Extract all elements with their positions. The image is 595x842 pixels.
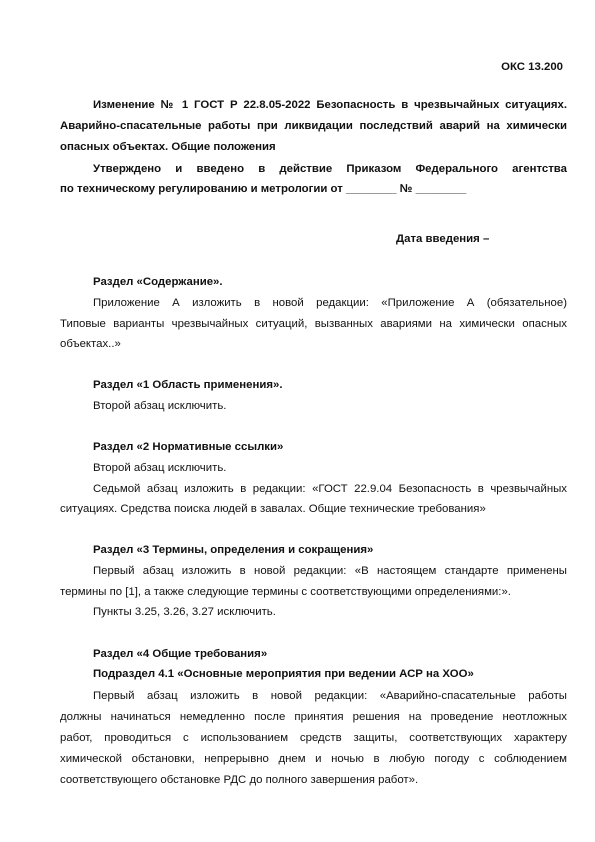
title-line-2: Аварийно-спасательные работы при ликвидации последствий аварий на химически xyxy=(60,120,567,132)
section-refs-heading: Раздел «2 Нормативные ссылки» xyxy=(93,441,284,453)
approved-line-1: Утверждено и введено в действие Приказом Федерального агентства xyxy=(93,163,567,175)
section-terms-heading: Раздел «3 Термины, определения и сокращения» xyxy=(93,544,374,556)
section-general-line-4: химической обстановки, непрерывно днем и ночью в любую погоду с соблюдением xyxy=(60,753,567,765)
section-general-heading: Раздел «4 Общие требования» xyxy=(93,648,268,660)
title-line-3: опасных объектах. Общие положения xyxy=(60,141,276,153)
section-general-line-2: должны начинаться немедленно после принятия решения на проведение неотложных xyxy=(60,711,567,723)
section-terms-line-2: термины по [1], а также следующие термины с соответствующими определениями:». xyxy=(60,586,511,598)
title-line-1: Изменение № 1 ГОСТ Р 22.8.05-2022 Безопасность в чрезвычайных ситуациях. xyxy=(93,99,567,111)
section-contents-line-2: Типовые варианты чрезвычайных ситуаций, вызванных авариями на химически опасных xyxy=(60,318,567,330)
section-refs-line-1: Второй абзац исключить. xyxy=(93,462,227,474)
section-contents-line-3: объектах..» xyxy=(60,338,121,350)
section-scope-heading: Раздел «1 Область применения». xyxy=(93,379,283,391)
section-general-subheading: Подраздел 4.1 «Основные мероприятия при ведении АСР на ХОО» xyxy=(93,668,474,680)
intro-date: Дата введения – xyxy=(396,233,490,245)
section-contents-line-1: Приложение А изложить в новой редакции: «Приложение А (обязательное) xyxy=(93,297,567,309)
section-scope-line-1: Второй абзац исключить. xyxy=(93,400,227,412)
section-general-line-1: Первый абзац изложить в новой редакции: «Аварийно-спасательные работы xyxy=(93,690,567,702)
approved-line-2: по техническому регулированию и метрологии от ________ № ________ xyxy=(60,183,467,195)
section-refs-line-2: Седьмой абзац изложить в редакции: «ГОСТ 22.9.04 Безопасность в чрезвычайных xyxy=(93,483,567,495)
section-general-line-3: работ, проводиться с использованием средств защиты, соответствующих характеру xyxy=(60,732,567,744)
section-refs-line-3: ситуациях. Средства поиска людей в завалах. Общие технические требования» xyxy=(60,503,486,515)
oks-code: ОКС 13.200 xyxy=(501,61,563,73)
section-terms-line-3: Пункты 3.25, 3.26, 3.27 исключить. xyxy=(93,606,276,618)
section-general-line-5: соответствующего обстановке РДС до полного завершения работ». xyxy=(60,774,419,786)
section-terms-line-1: Первый абзац изложить в новой редакции: «В настоящем стандарте применены xyxy=(93,565,567,577)
section-contents-heading: Раздел «Содержание». xyxy=(93,276,223,288)
